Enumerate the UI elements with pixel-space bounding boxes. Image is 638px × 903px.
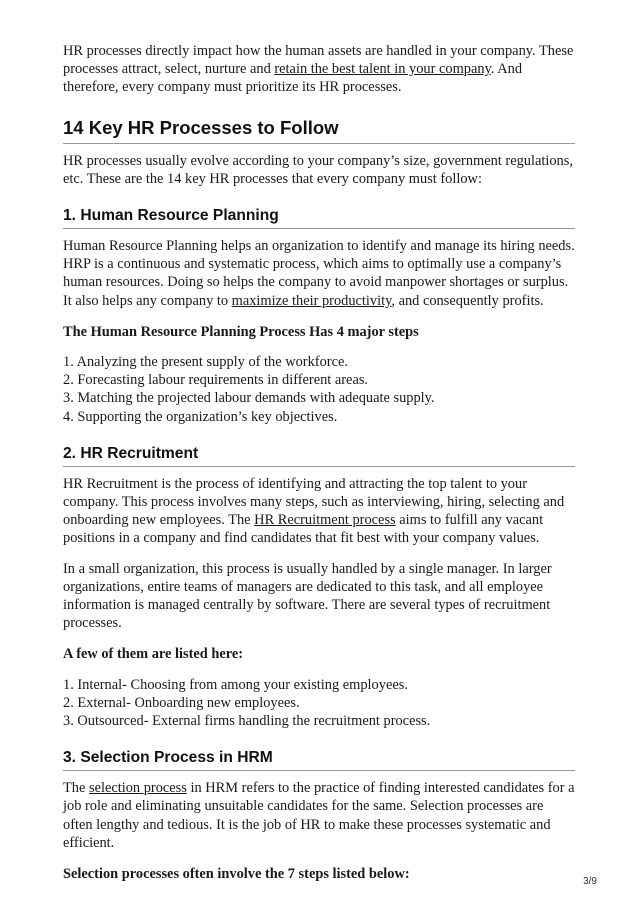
selection-text-end: in HRM refers to the practice of finding interested candidates for a job role and eliminating unsuitable candidates for the same. Selection processes are often lengthy and tedious. It is the job of HR to make these processes systematic and efficient. xyxy=(63,780,575,851)
selection-paragraph xyxy=(63,779,575,852)
list-item: 1. Analyzing the present supply of the workforce. xyxy=(63,354,348,371)
intro-text-end: . And therefore, every company must prioritize its HR processes. xyxy=(63,61,523,96)
hr-planning-steps-title: The Human Resource Planning Process Has 4 major steps xyxy=(63,323,419,340)
selection-steps-title: Selection processes often involve the 7 steps listed below: xyxy=(63,866,410,883)
hr-planning-text-end: , and consequently profits. xyxy=(391,292,544,309)
key-processes-paragraph: HR processes usually evolve according to your company’s size, government regulations, etc. These are the 14 key HR processes that every company must follow: xyxy=(63,152,573,187)
list-item: 2. Forecasting labour requirements in different areas. xyxy=(63,372,369,389)
recruitment-types-list xyxy=(63,676,575,731)
recruitment-paragraph-2: In a small organization, this process is usually handled by a single manager. In larger organizations, entire teams of managers are dedicated to this task, and all employee information is managed centrally by software. There are several types of recruitment processes. xyxy=(63,560,552,632)
hr-recruitment-process-link[interactable]: HR Recruitment process xyxy=(254,512,396,529)
hr-planning-steps-list xyxy=(63,353,575,426)
page-number: 3/9 xyxy=(583,876,597,887)
hr-planning-text: Human Resource Planning helps an organization to identify and manage its hiring needs. HRP is a continuous and systematic process, which aims to optimally use a company’s human resources. Doing so helps the company to avoid manpower shortages or surplus. It also helps any company to xyxy=(63,238,575,309)
recruitment-text-end: aims to fulfill any vacant positions in a company and find candidates that fit best with your company values. xyxy=(63,512,544,547)
retain-talent-link[interactable]: retain the best talent in your company xyxy=(274,61,491,78)
list-item: 3. Outsourced- External firms handling the recruitment process. xyxy=(63,713,431,730)
list-item: 2. External- Onboarding new employees. xyxy=(63,694,300,711)
list-item: 3. Matching the projected labour demands with adequate supply. xyxy=(63,390,435,407)
section-heading-key-processes: 14 Key HR Processes to Follow xyxy=(63,117,575,144)
heading-selection-process: 3. Selection Process in HRM xyxy=(63,748,575,771)
document-page xyxy=(63,42,575,883)
heading-hr-recruitment: 2. HR Recruitment xyxy=(63,444,575,467)
selection-text: The xyxy=(63,780,89,797)
list-item: 4. Supporting the organization’s key objectives. xyxy=(63,408,338,425)
recruitment-types-title: A few of them are listed here: xyxy=(63,646,244,663)
selection-process-link[interactable]: selection process xyxy=(88,780,187,797)
list-item: 1. Internal- Choosing from among your existing employees. xyxy=(63,676,408,693)
intro-text: HR processes directly impact how the human assets are handled in your company. These processes attract, select, nurture and xyxy=(63,43,574,78)
recruitment-paragraph-1 xyxy=(63,475,575,548)
intro-paragraph xyxy=(63,42,575,97)
hr-planning-paragraph xyxy=(63,237,575,310)
heading-hr-planning: 1. Human Resource Planning xyxy=(63,206,575,229)
maximize-productivity-link[interactable]: maximize their productivity xyxy=(231,292,392,309)
recruitment-text: HR Recruitment is the process of identifying and attracting the top talent to your company. This process involves many steps, such as interviewing, hiring, selecting and onboarding new employees. The xyxy=(63,475,565,529)
